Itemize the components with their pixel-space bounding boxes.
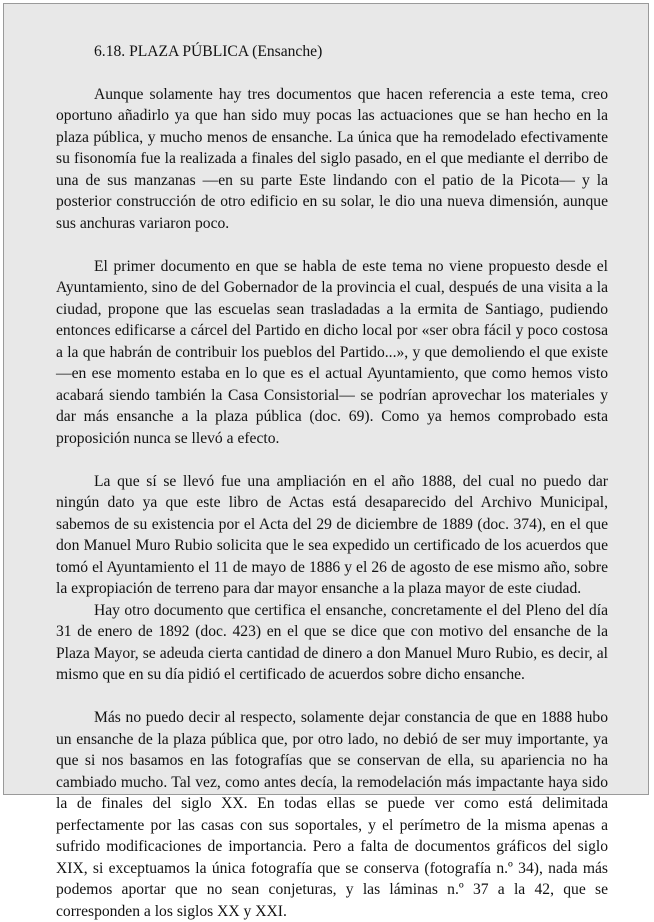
paragraph-3: La que sí se llevó fue una ampliación en el año 1888, del cual no puedo dar ningún dato ya que este libro de Actas está desaparecido del Archivo Municipal, sabemos de su existencia por el Acta del 29 de diciembre de 1889 (doc. 374), en el que don Manuel Muro Rubio solicita que le sea expedido un certificado de los acuerdos que tomó el Ayuntamiento el 11 de mayo de 1886 y el 26 de agosto de ese mismo año, sobre la expropiación de terreno para dar mayor ensanche a la plaza mayor de este ciudad. xyxy=(56,472,608,597)
paragraph-4: Hay otro documento que certifica el ensanche, concretamente el del Pleno del día 31 de enero de 1892 (doc. 423) en el que se dice que con motivo del ensanche de la Plaza Mayor, se adeuda cierta cantidad de dinero a don Manuel Muro Rubio, es decir, al mismo que en su día pidió el certificado de acuerdos sobre dicho ensanche. xyxy=(56,601,608,683)
paragraph-1: Aunque solamente hay tres documentos que hacen referencia a este tema, creo oportuno añadirlo ya que han sido muy pocas las actuaciones que se han hecho en la plaza pública, y mucho menos de ensanche. La única que ha remodelado efectivamente su fisonomía fue la realizada a finales del siglo pasado, en el que mediante el derribo de una de sus manzanas —en su parte Este lindando con el patio de la Picota— y la posterior construcción de otro edificio en su solar, le dio una nueva dimensión, aunque sus anchuras variaron poco. xyxy=(56,85,608,232)
page-content xyxy=(56,41,608,922)
document-page xyxy=(3,3,649,920)
section-heading: 6.18. PLAZA PÚBLICA (Ensanche) xyxy=(94,43,323,60)
paragraph-5: Más no puedo decir al respecto, solamente dejar constancia de que en 1888 hubo un ensanche de la plaza pública que, por otro lado, no debió de ser muy importante, ya que si nos basamos en las fotografías que se conservan de ella, su apariencia no ha cambiado mucho. Tal vez, como antes decía, la remodelación más impactante haya sido la de finales del siglo XX. En todas ellas se puede ver como está delimitada perfectamente por las casas con sus soportales, y el perímetro de la misma apenas a sufrido modificaciones de importancia. Pero a falta de documentos gráficos del siglo XIX, si exceptuamos la única fotografía que se conserva (fotografía n.º 34), nada más podemos aportar que no sean conjeturas, y las láminas n.º 37 a la 42, que se corresponden a los siglos XX y XXI. xyxy=(56,709,608,920)
paragraph-2: El primer documento en que se habla de este tema no viene propuesto desde el Ayuntamiento, sino de del Gobernador de la provincia el cual, después de una visita a la ciudad, propone que las escuelas sean trasladadas a la ermita de Santiago, pudiendo entonces edificarse a cárcel del Partido en dicho local por «ser obra fácil y poco costosa a la que habrán de contribuir los pueblos del Partido...», y que demoliendo el que existe —en ese momento estaba en lo que es el actual Ayuntamiento, que como hemos visto acabará siendo también la Casa Consistorial— se podrían aprovechar los materiales y dar más ensanche a la plaza pública (doc. 69). Como ya hemos comprobado esta proposición nunca se llevó a efecto. xyxy=(56,257,608,447)
